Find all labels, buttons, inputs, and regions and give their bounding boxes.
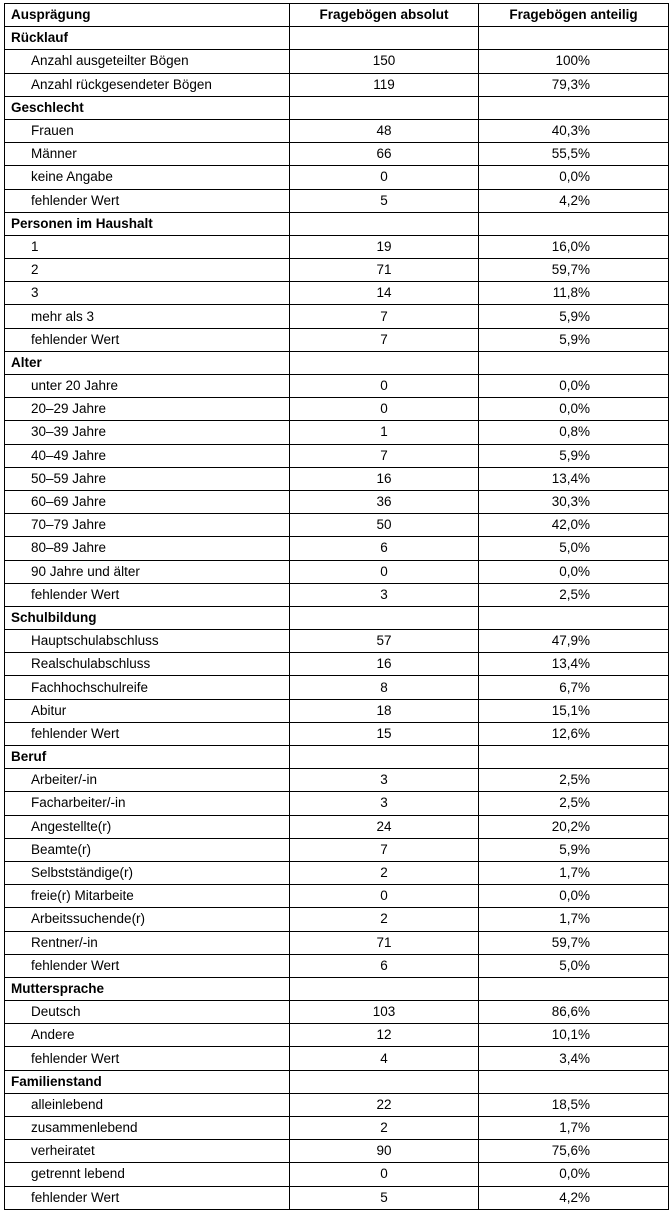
row-percentage: 5,9% [479,328,669,351]
row-absolute-count: 7 [290,838,479,861]
row-absolute-count: 7 [290,444,479,467]
section-empty-cell [290,96,479,119]
row-percentage: 15,1% [479,699,669,722]
column-header-absolut: Fragebögen absolut [290,4,479,27]
row-label: 60–69 Jahre [5,490,290,513]
row-percentage: 47,9% [479,630,669,653]
table-row [5,792,669,815]
row-absolute-count: 3 [290,769,479,792]
row-label: Fachhochschulreife [5,676,290,699]
row-absolute-count: 15 [290,722,479,745]
table-row [5,1047,669,1070]
table-row [5,560,669,583]
row-label: 80–89 Jahre [5,537,290,560]
section-empty-cell [479,746,669,769]
row-percentage: 2,5% [479,583,669,606]
table-row [5,676,669,699]
row-label: fehlender Wert [5,583,290,606]
table-row [5,815,669,838]
row-percentage: 5,9% [479,305,669,328]
row-label: Frauen [5,119,290,142]
row-percentage: 30,3% [479,490,669,513]
row-label: fehlender Wert [5,1047,290,1070]
row-label: fehlender Wert [5,328,290,351]
row-percentage: 1,7% [479,908,669,931]
section-empty-cell [290,27,479,50]
row-label: 1 [5,235,290,258]
row-absolute-count: 0 [290,375,479,398]
row-percentage: 1,7% [479,861,669,884]
row-label: unter 20 Jahre [5,375,290,398]
section-empty-cell [290,351,479,374]
section-title: Alter [5,351,290,374]
row-label: Abitur [5,699,290,722]
section-empty-cell [479,96,669,119]
row-absolute-count: 48 [290,119,479,142]
table-row [5,722,669,745]
section-title: Muttersprache [5,977,290,1000]
section-empty-cell [479,351,669,374]
row-absolute-count: 1 [290,421,479,444]
row-absolute-count: 50 [290,514,479,537]
table-row [5,630,669,653]
table-row [5,119,669,142]
section-title: Geschlecht [5,96,290,119]
section-header-row [5,212,669,235]
row-label: alleinlebend [5,1093,290,1116]
row-label: verheiratet [5,1140,290,1163]
row-percentage: 75,6% [479,1140,669,1163]
row-absolute-count: 7 [290,328,479,351]
section-title: Beruf [5,746,290,769]
row-percentage: 55,5% [479,143,669,166]
table-row [5,954,669,977]
table-row [5,143,669,166]
table-row [5,73,669,96]
row-absolute-count: 90 [290,1140,479,1163]
table-row [5,583,669,606]
section-empty-cell [290,606,479,629]
row-absolute-count: 18 [290,699,479,722]
row-absolute-count: 19 [290,235,479,258]
section-empty-cell [290,1070,479,1093]
table-row [5,537,669,560]
table-row [5,699,669,722]
row-label: 90 Jahre und älter [5,560,290,583]
row-absolute-count: 24 [290,815,479,838]
row-absolute-count: 71 [290,259,479,282]
row-label: Arbeiter/-in [5,769,290,792]
table-row [5,235,669,258]
row-label: Männer [5,143,290,166]
section-header-row [5,977,669,1000]
row-label: Selbstständige(r) [5,861,290,884]
row-label: getrennt lebend [5,1163,290,1186]
survey-table-container [4,3,669,1210]
row-absolute-count: 5 [290,189,479,212]
row-label: Hauptschulabschluss [5,630,290,653]
row-percentage: 3,4% [479,1047,669,1070]
row-absolute-count: 12 [290,1024,479,1047]
table-row [5,50,669,73]
table-row [5,259,669,282]
table-row [5,769,669,792]
table-row [5,305,669,328]
row-percentage: 5,9% [479,838,669,861]
row-percentage: 20,2% [479,815,669,838]
row-absolute-count: 16 [290,467,479,490]
row-percentage: 5,9% [479,444,669,467]
row-label: Deutsch [5,1001,290,1024]
table-row [5,467,669,490]
row-absolute-count: 0 [290,885,479,908]
section-empty-cell [479,606,669,629]
row-percentage: 13,4% [479,467,669,490]
row-absolute-count: 5 [290,1186,479,1209]
row-label: Facharbeiter/-in [5,792,290,815]
row-label: fehlender Wert [5,722,290,745]
table-row [5,838,669,861]
table-row [5,1140,669,1163]
row-label: 3 [5,282,290,305]
row-absolute-count: 119 [290,73,479,96]
row-absolute-count: 0 [290,166,479,189]
table-row [5,282,669,305]
row-label: fehlender Wert [5,1186,290,1209]
row-absolute-count: 57 [290,630,479,653]
row-percentage: 40,3% [479,119,669,142]
column-header-anteilig: Fragebögen anteilig [479,4,669,27]
row-label: freie(r) Mitarbeite [5,885,290,908]
row-percentage: 0,0% [479,375,669,398]
row-percentage: 79,3% [479,73,669,96]
row-label: Anzahl ausgeteilter Bögen [5,50,290,73]
section-title: Schulbildung [5,606,290,629]
row-percentage: 0,0% [479,1163,669,1186]
table-row [5,1001,669,1024]
table-row [5,653,669,676]
row-percentage: 59,7% [479,259,669,282]
row-percentage: 5,0% [479,537,669,560]
row-label: 50–59 Jahre [5,467,290,490]
row-absolute-count: 71 [290,931,479,954]
section-header-row [5,351,669,374]
row-percentage: 11,8% [479,282,669,305]
row-label: fehlender Wert [5,954,290,977]
table-row [5,1024,669,1047]
row-absolute-count: 16 [290,653,479,676]
row-percentage: 0,0% [479,560,669,583]
survey-table [4,3,669,1210]
row-percentage: 42,0% [479,514,669,537]
row-absolute-count: 0 [290,1163,479,1186]
row-percentage: 13,4% [479,653,669,676]
row-absolute-count: 4 [290,1047,479,1070]
row-absolute-count: 3 [290,583,479,606]
row-label: 40–49 Jahre [5,444,290,467]
row-percentage: 59,7% [479,931,669,954]
row-absolute-count: 150 [290,50,479,73]
row-label: 30–39 Jahre [5,421,290,444]
table-row [5,1117,669,1140]
row-percentage: 0,0% [479,885,669,908]
row-absolute-count: 7 [290,305,479,328]
row-percentage: 6,7% [479,676,669,699]
row-label: mehr als 3 [5,305,290,328]
table-row [5,931,669,954]
section-empty-cell [479,977,669,1000]
table-row [5,421,669,444]
row-label: zusammenlebend [5,1117,290,1140]
row-label: 70–79 Jahre [5,514,290,537]
row-percentage: 4,2% [479,1186,669,1209]
row-absolute-count: 0 [290,398,479,421]
row-label: Angestellte(r) [5,815,290,838]
row-label: Arbeitssuchende(r) [5,908,290,931]
column-header-auspraegung: Ausprägung [5,4,290,27]
row-absolute-count: 6 [290,954,479,977]
section-header-row [5,96,669,119]
row-label: Beamte(r) [5,838,290,861]
table-row [5,885,669,908]
row-percentage: 2,5% [479,769,669,792]
section-empty-cell [290,977,479,1000]
row-label: Realschulabschluss [5,653,290,676]
row-percentage: 0,8% [479,421,669,444]
table-row [5,514,669,537]
table-row [5,490,669,513]
header-row [5,4,669,27]
row-label: fehlender Wert [5,189,290,212]
section-title: Rücklauf [5,27,290,50]
row-absolute-count: 2 [290,908,479,931]
row-label: Andere [5,1024,290,1047]
row-label: Rentner/-in [5,931,290,954]
row-label: 2 [5,259,290,282]
row-absolute-count: 14 [290,282,479,305]
row-percentage: 10,1% [479,1024,669,1047]
section-empty-cell [479,1070,669,1093]
row-label: 20–29 Jahre [5,398,290,421]
table-row [5,908,669,931]
row-absolute-count: 3 [290,792,479,815]
section-header-row [5,1070,669,1093]
table-row [5,1163,669,1186]
row-absolute-count: 22 [290,1093,479,1116]
row-percentage: 100% [479,50,669,73]
row-label: keine Angabe [5,166,290,189]
row-percentage: 0,0% [479,398,669,421]
row-percentage: 5,0% [479,954,669,977]
table-row [5,1093,669,1116]
row-percentage: 12,6% [479,722,669,745]
row-absolute-count: 103 [290,1001,479,1024]
row-percentage: 18,5% [479,1093,669,1116]
table-row [5,444,669,467]
table-row [5,166,669,189]
section-header-row [5,746,669,769]
table-body [5,27,669,1210]
section-empty-cell [479,27,669,50]
row-percentage: 2,5% [479,792,669,815]
row-absolute-count: 36 [290,490,479,513]
row-percentage: 1,7% [479,1117,669,1140]
table-row [5,328,669,351]
table-row [5,189,669,212]
row-absolute-count: 2 [290,861,479,884]
section-header-row [5,27,669,50]
row-absolute-count: 0 [290,560,479,583]
section-empty-cell [479,212,669,235]
row-percentage: 86,6% [479,1001,669,1024]
section-empty-cell [290,746,479,769]
row-absolute-count: 6 [290,537,479,560]
row-absolute-count: 66 [290,143,479,166]
table-row [5,398,669,421]
table-row [5,861,669,884]
row-absolute-count: 8 [290,676,479,699]
table-row [5,375,669,398]
section-header-row [5,606,669,629]
section-empty-cell [290,212,479,235]
row-percentage: 4,2% [479,189,669,212]
row-percentage: 0,0% [479,166,669,189]
row-absolute-count: 2 [290,1117,479,1140]
section-title: Personen im Haushalt [5,212,290,235]
row-label: Anzahl rückgesendeter Bögen [5,73,290,96]
row-percentage: 16,0% [479,235,669,258]
section-title: Familienstand [5,1070,290,1093]
table-row [5,1186,669,1209]
